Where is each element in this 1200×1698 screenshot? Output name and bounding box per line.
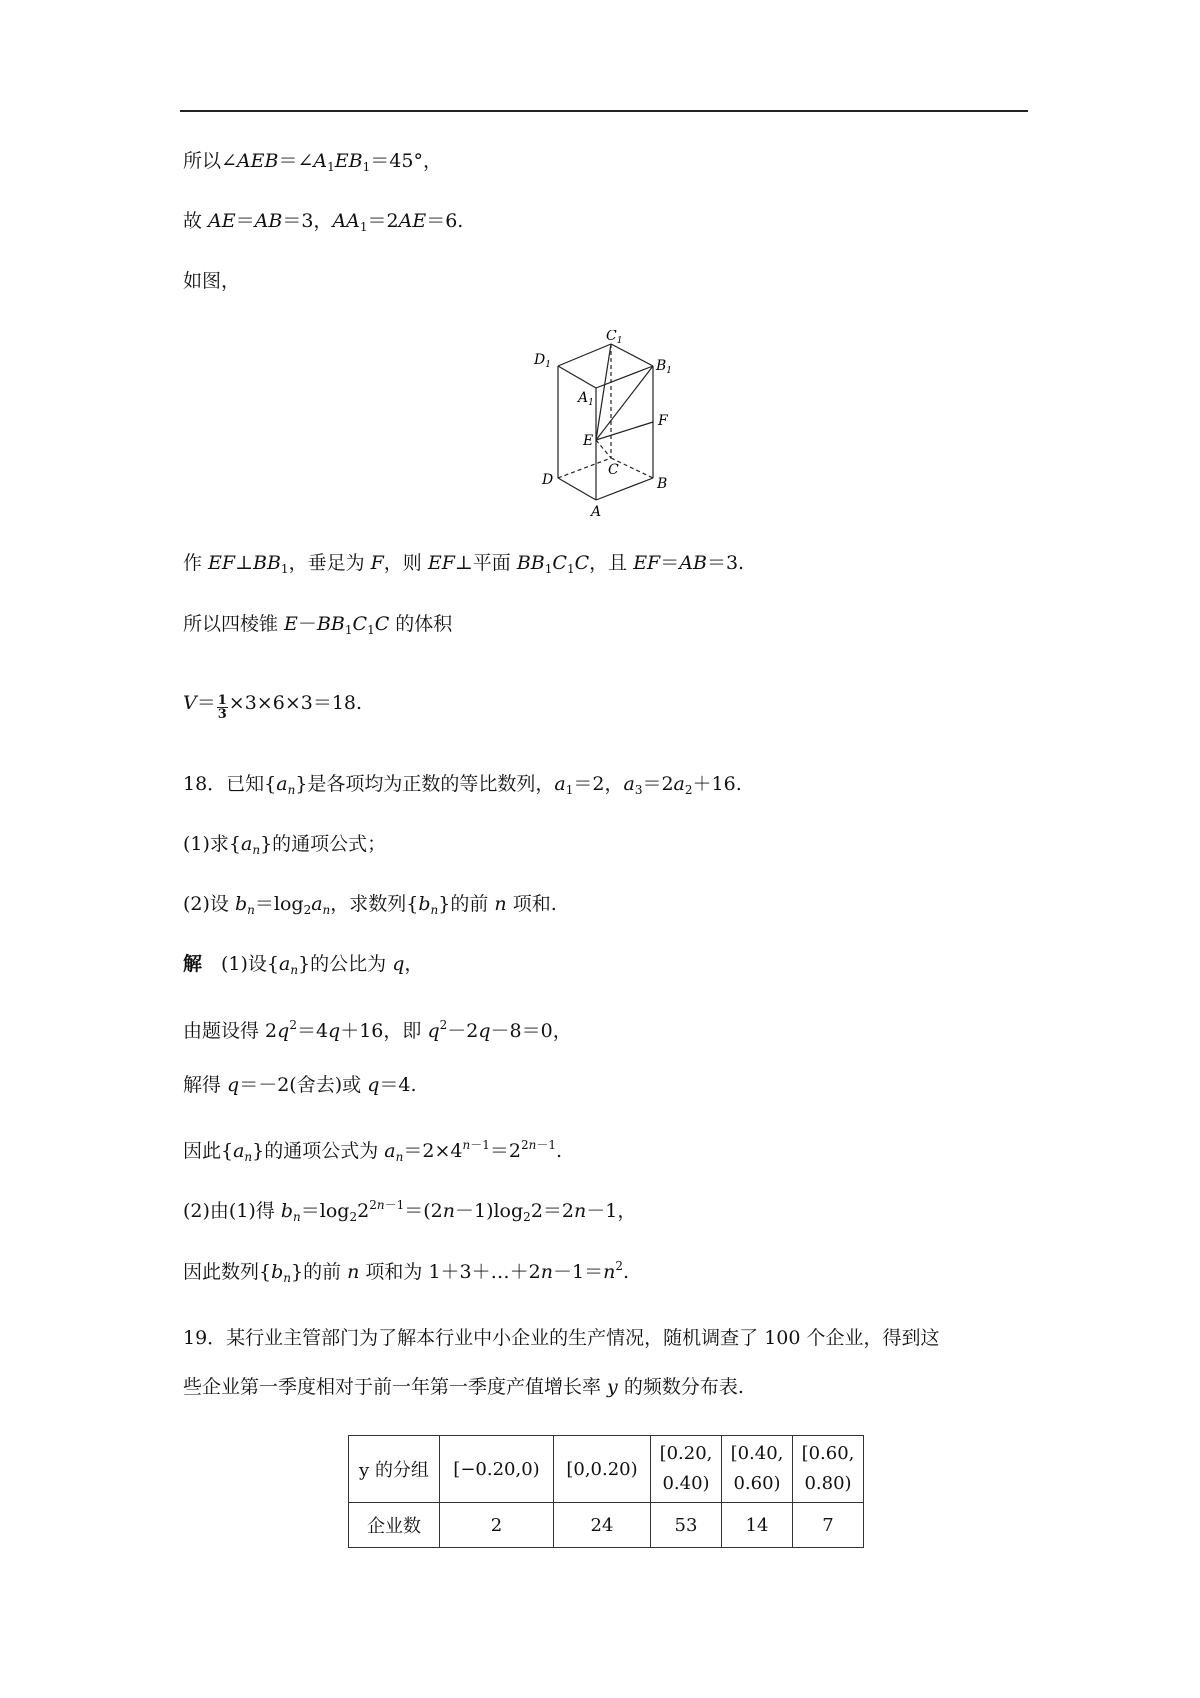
solution-line-5: (2)由(1)得 $b_n=\log_22^{2n-1}=(2n-1)\log_22=2n-1$， xyxy=(183,1198,637,1224)
svg-text:D: D xyxy=(542,472,554,488)
svg-text:D1: $D_1$ xyxy=(534,352,551,370)
text-line-5: 所以四棱锥 $E-BB_1C_1C$ 的体积 xyxy=(183,613,453,637)
prism-figure xyxy=(528,330,678,520)
text-line-2: 故 AE＝AB＝3，$AA_1=2AE=6$. xyxy=(183,210,464,234)
table-cell: [0.40, 0.60) xyxy=(722,1436,793,1503)
problem-18-part-2: (2)设 $b_n=\log_2a_n$，求数列$\{b_n\}$的前 n 项和. xyxy=(183,893,557,917)
table-header-label: y 的分组 xyxy=(349,1436,440,1503)
solution-line-2: 由题设得 $2q^2=4q+16$，即 $q^2-2q-8=0$， xyxy=(183,1018,572,1042)
table-cell: 24 xyxy=(554,1503,651,1548)
table-cell: [0,0.20) xyxy=(554,1436,651,1503)
problem-18-part-1: (1)求$\{a_n\}$的通项公式； xyxy=(183,833,387,857)
text-line-4: 作 $EF\perp BB_1$，垂足为 F，则 EF⊥平面 $BB_1C_1C$，且 EF＝AB＝3. xyxy=(183,552,745,576)
svg-text:C1: $C_1$ xyxy=(606,330,623,346)
text-line-3: 如图， xyxy=(183,270,241,292)
volume-formula: V＝ $\frac{1}{3}$ ×3×6×3＝18. xyxy=(183,692,363,722)
table-row xyxy=(349,1436,864,1503)
problem-19-line-2: 些企业第一季度相对于前一年第一季度产值增长率 y 的频数分布表. xyxy=(183,1376,744,1398)
table-cell: 14 xyxy=(722,1503,793,1548)
fraction-one-third: $\frac{1}{3}$ xyxy=(217,693,227,722)
solution-line-3: 解得 q＝－2(舍去)或 q＝4. xyxy=(183,1074,417,1096)
label-C1: C xyxy=(606,330,617,344)
svg-text:C: C xyxy=(608,462,619,478)
svg-text:A1: $A_1$ xyxy=(578,390,594,408)
solution-line-4: 因此$\{a_n\}$的通项公式为 $a_n=2\times 4^{n-1}=2^{2n-1}$. xyxy=(183,1138,562,1164)
header-rule xyxy=(180,110,1028,112)
table-cell: 7 xyxy=(793,1503,864,1548)
table-cell: 2 xyxy=(440,1503,554,1548)
frequency-table xyxy=(348,1435,864,1548)
svg-text:B: B xyxy=(657,476,668,492)
table-row-label: 企业数 xyxy=(349,1503,440,1548)
svg-text:B1: $B_1$ xyxy=(656,358,673,376)
svg-text:E: E xyxy=(583,433,594,449)
problem-18-statement: 18．已知$\{a_n\}$是各项均为正数的等比数列，$a_1=2$，$a_3=2a_2+16$. xyxy=(183,773,742,797)
table-cell: [−0.20,0) xyxy=(440,1436,554,1503)
svg-text:F: F xyxy=(658,413,668,429)
problem-19-line-1: 19．某行业主管部门为了解本行业中小企业的生产情况，随机调查了 100 个企业，得到这 xyxy=(183,1327,940,1349)
svg-text:A: A xyxy=(591,504,602,520)
solution-line-6: 因此数列$\{b_n\}$的前 n 项和为 $1+3+\dots+2n-1=n^2$. xyxy=(183,1259,630,1285)
table-cell: [0.20, 0.40) xyxy=(651,1436,722,1503)
table-cell: 53 xyxy=(651,1503,722,1548)
table-row xyxy=(349,1503,864,1548)
text-line-1: 所以$\angle AEB=\angle A_1EB_1=45^\circ$， xyxy=(183,150,442,174)
table-cell: [0.60, 0.80) xyxy=(793,1436,864,1503)
solution-line-1: 解 (1)设$\{a_n\}$的公比为 q， xyxy=(183,953,424,977)
